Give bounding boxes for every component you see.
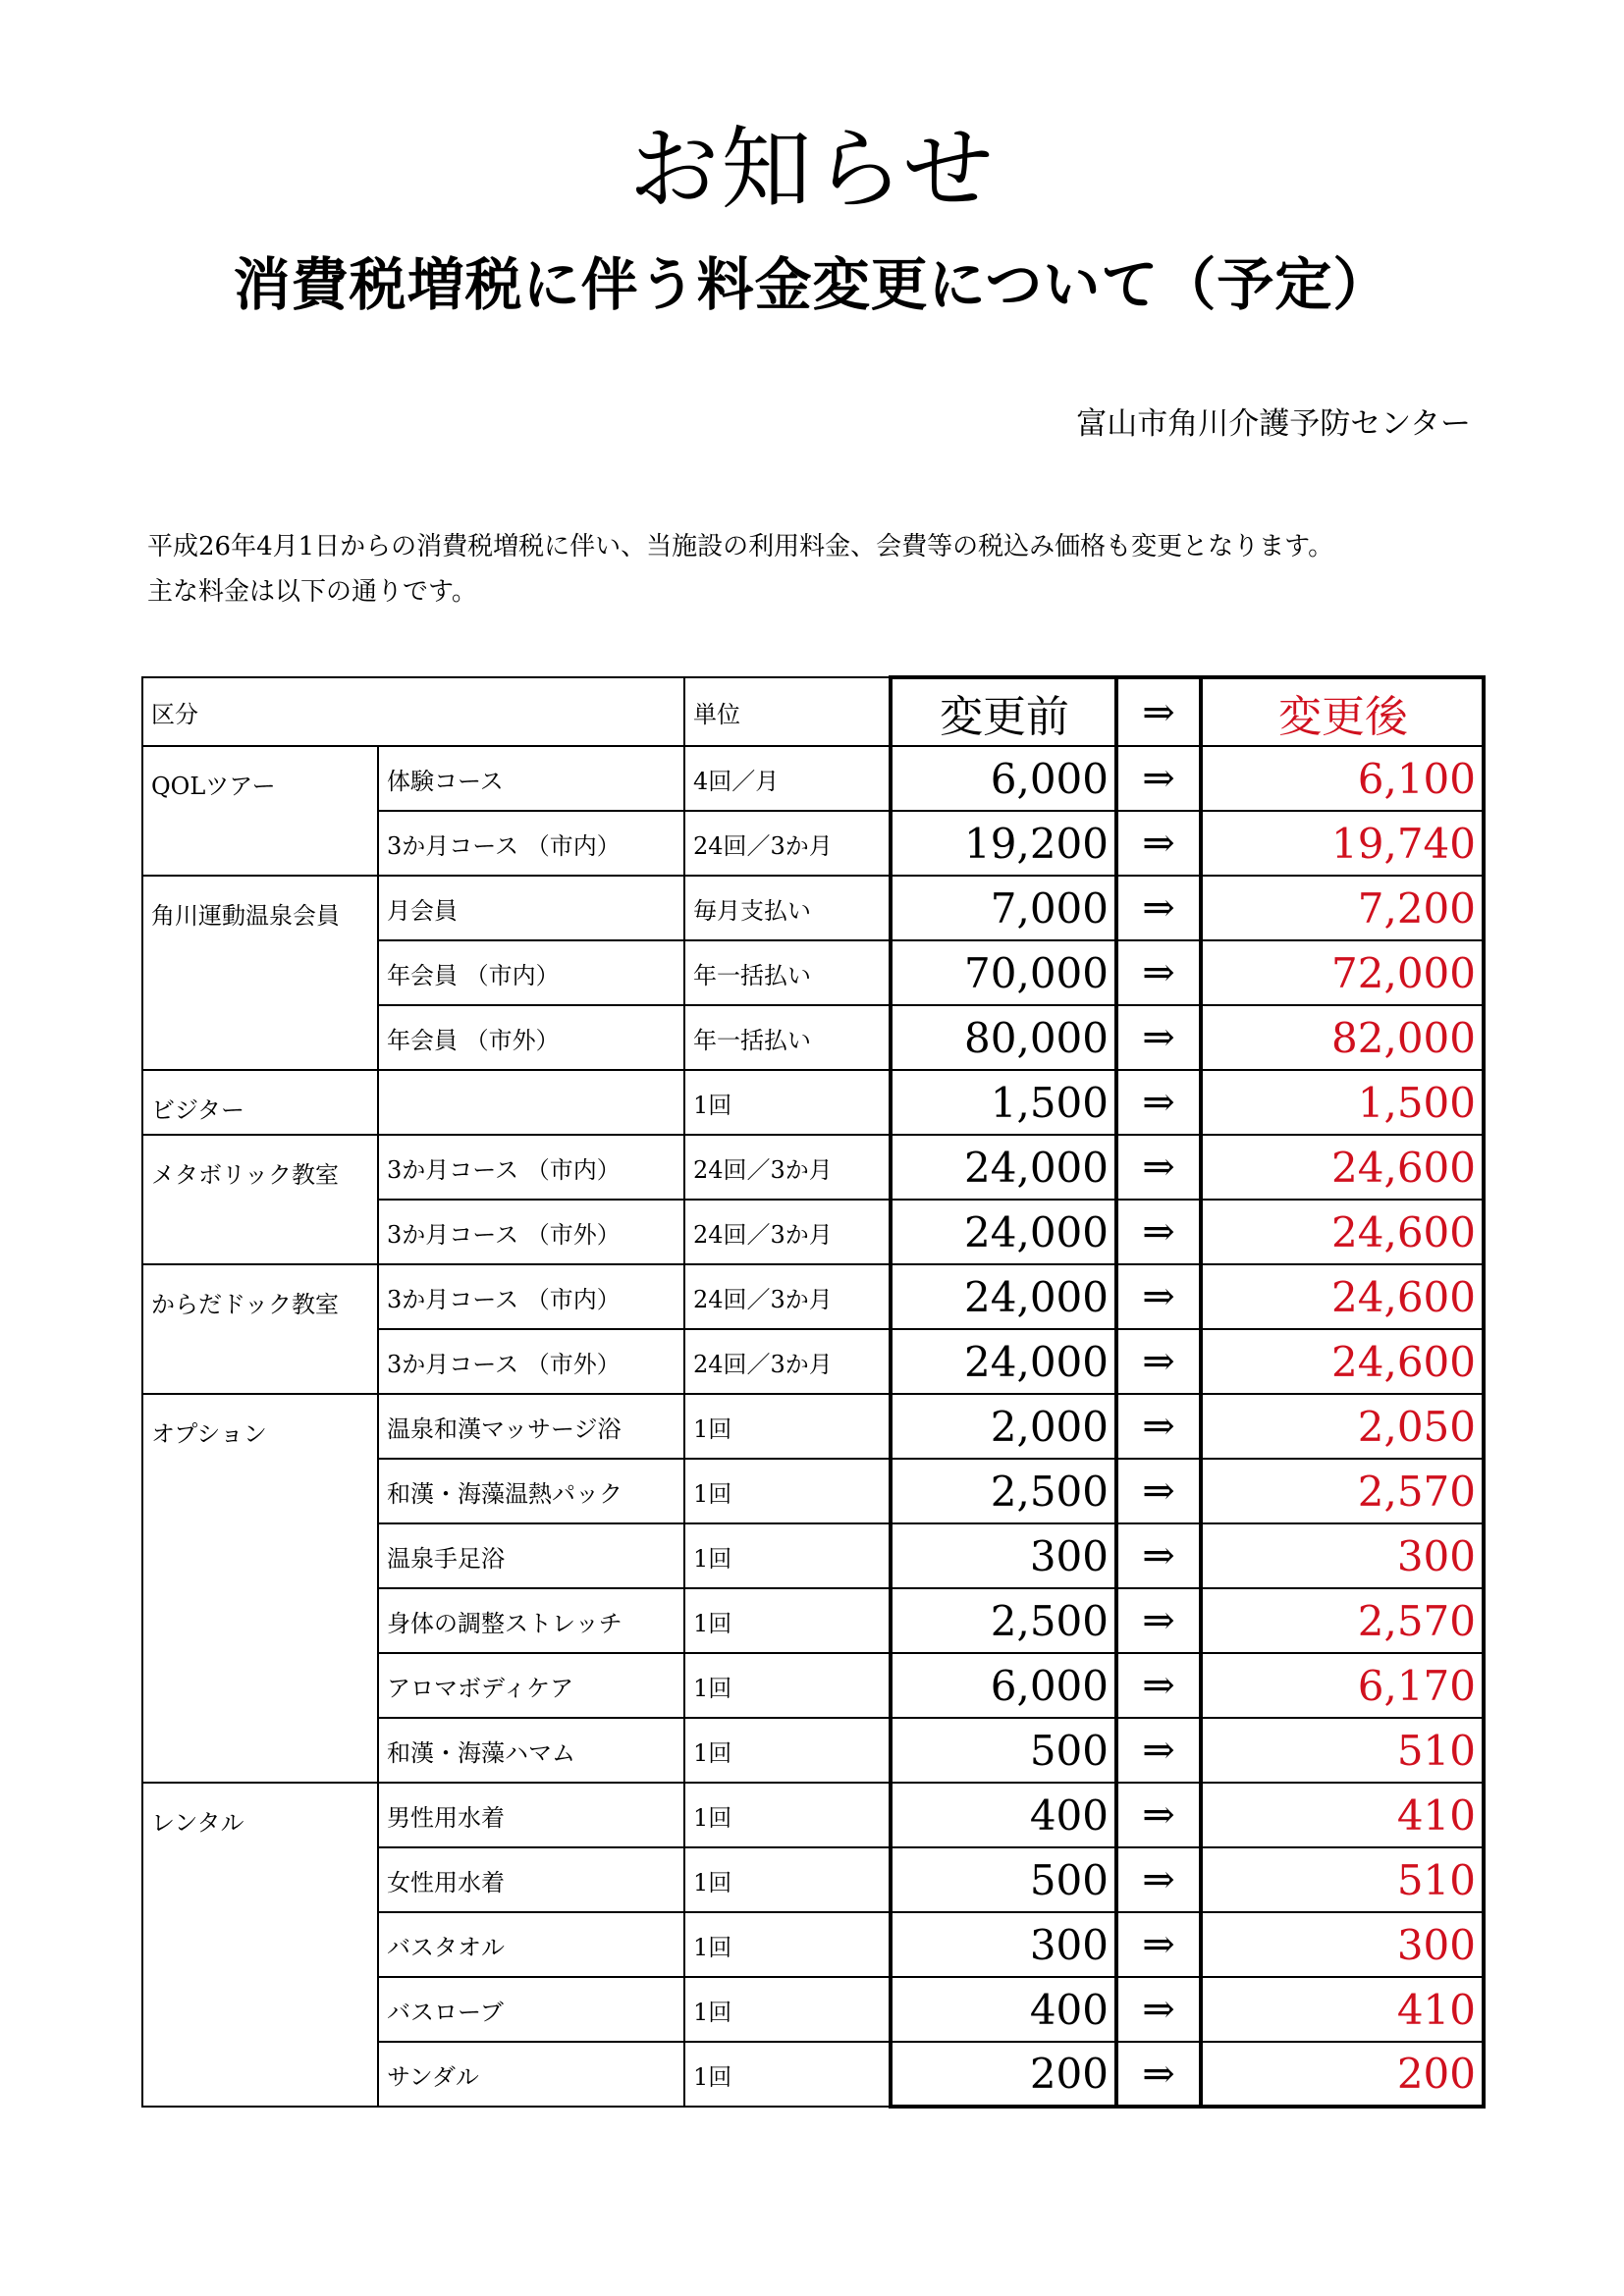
price-before-cell: 400 bbox=[891, 1783, 1116, 1847]
item-cell: アロマボディケア bbox=[378, 1653, 684, 1718]
price-before-cell: 2,500 bbox=[891, 1588, 1116, 1653]
item-cell: 3か月コース （市外） bbox=[378, 1329, 684, 1394]
unit-cell: 1回 bbox=[684, 1523, 891, 1588]
price-before-cell: 300 bbox=[891, 1523, 1116, 1588]
table-row bbox=[142, 1135, 1484, 1200]
page-subtitle: 消費税増税に伴う料金変更について（予定） bbox=[233, 251, 1391, 318]
unit-cell: 24回／3か月 bbox=[684, 1200, 891, 1264]
table-row bbox=[142, 1394, 1484, 1459]
price-after-cell: 82,000 bbox=[1201, 1005, 1484, 1070]
arrow-cell: ⇒ bbox=[1116, 1135, 1201, 1200]
unit-cell: 1回 bbox=[684, 1977, 891, 2042]
arrow-cell: ⇒ bbox=[1116, 876, 1201, 940]
price-after-cell: 200 bbox=[1201, 2042, 1484, 2107]
arrow-cell: ⇒ bbox=[1116, 746, 1201, 811]
category-cell: メタボリック教室 bbox=[142, 1135, 378, 1264]
price-before-cell: 24,000 bbox=[891, 1135, 1116, 1200]
table-row bbox=[142, 1783, 1484, 1847]
table-row bbox=[142, 876, 1484, 940]
arrow-cell: ⇒ bbox=[1116, 1070, 1201, 1135]
unit-cell: 24回／3か月 bbox=[684, 811, 891, 876]
item-cell: 体験コース bbox=[378, 746, 684, 811]
header-category: 区分 bbox=[142, 677, 684, 746]
price-before-cell: 24,000 bbox=[891, 1200, 1116, 1264]
item-cell: 3か月コース （市外） bbox=[378, 1200, 684, 1264]
price-after-cell: 6,100 bbox=[1201, 746, 1484, 811]
price-before-cell: 7,000 bbox=[891, 876, 1116, 940]
category-cell: QOLツアー bbox=[142, 746, 378, 876]
price-after-cell: 410 bbox=[1201, 1783, 1484, 1847]
arrow-cell: ⇒ bbox=[1116, 1588, 1201, 1653]
price-after-cell: 1,500 bbox=[1201, 1070, 1484, 1135]
item-cell: 3か月コース （市内） bbox=[378, 1264, 684, 1329]
price-before-cell: 1,500 bbox=[891, 1070, 1116, 1135]
item-cell: 年会員 （市外） bbox=[378, 1005, 684, 1070]
price-after-cell: 24,600 bbox=[1201, 1200, 1484, 1264]
unit-cell: 年一括払い bbox=[684, 1005, 891, 1070]
item-cell: 3か月コース （市内） bbox=[378, 811, 684, 876]
category-cell: からだドック教室 bbox=[142, 1264, 378, 1394]
table-row bbox=[142, 1070, 1484, 1135]
price-before-cell: 400 bbox=[891, 1977, 1116, 2042]
price-after-cell: 6,170 bbox=[1201, 1653, 1484, 1718]
price-after-cell: 2,570 bbox=[1201, 1588, 1484, 1653]
arrow-cell: ⇒ bbox=[1116, 2042, 1201, 2107]
price-after-cell: 7,200 bbox=[1201, 876, 1484, 940]
arrow-cell: ⇒ bbox=[1116, 1977, 1201, 2042]
unit-cell: 毎月支払い bbox=[684, 876, 891, 940]
price-after-cell: 510 bbox=[1201, 1847, 1484, 1912]
price-after-cell: 72,000 bbox=[1201, 940, 1484, 1005]
price-after-cell: 2,570 bbox=[1201, 1459, 1484, 1523]
unit-cell: 24回／3か月 bbox=[684, 1329, 891, 1394]
category-cell: ビジター bbox=[142, 1070, 378, 1135]
price-after-cell: 300 bbox=[1201, 1523, 1484, 1588]
unit-cell: 年一括払い bbox=[684, 940, 891, 1005]
arrow-cell: ⇒ bbox=[1116, 1005, 1201, 1070]
arrow-cell: ⇒ bbox=[1116, 1912, 1201, 1977]
category-cell: レンタル bbox=[142, 1783, 378, 2107]
price-before-cell: 24,000 bbox=[891, 1264, 1116, 1329]
header-unit: 単位 bbox=[684, 677, 891, 746]
unit-cell: 1回 bbox=[684, 1653, 891, 1718]
price-before-cell: 6,000 bbox=[891, 746, 1116, 811]
price-after-cell: 300 bbox=[1201, 1912, 1484, 1977]
unit-cell: 1回 bbox=[684, 1783, 891, 1847]
price-after-cell: 24,600 bbox=[1201, 1135, 1484, 1200]
organization-name: 富山市角川介護予防センター bbox=[1076, 406, 1471, 442]
fee-table bbox=[141, 675, 1486, 2109]
price-after-cell: 24,600 bbox=[1201, 1329, 1484, 1394]
price-before-cell: 24,000 bbox=[891, 1329, 1116, 1394]
arrow-cell: ⇒ bbox=[1116, 1264, 1201, 1329]
item-cell: バスタオル bbox=[378, 1912, 684, 1977]
price-after-cell: 19,740 bbox=[1201, 811, 1484, 876]
table-row bbox=[142, 746, 1484, 811]
header-before: 変更前 bbox=[891, 677, 1116, 746]
item-cell: バスローブ bbox=[378, 1977, 684, 2042]
price-before-cell: 19,200 bbox=[891, 811, 1116, 876]
arrow-cell: ⇒ bbox=[1116, 1847, 1201, 1912]
arrow-cell: ⇒ bbox=[1116, 1459, 1201, 1523]
price-before-cell: 70,000 bbox=[891, 940, 1116, 1005]
intro-text bbox=[147, 524, 1522, 614]
arrow-cell: ⇒ bbox=[1116, 940, 1201, 1005]
price-before-cell: 2,500 bbox=[891, 1459, 1116, 1523]
item-cell: 和漢・海藻温熱パック bbox=[378, 1459, 684, 1523]
arrow-cell: ⇒ bbox=[1116, 1718, 1201, 1783]
arrow-cell: ⇒ bbox=[1116, 1783, 1201, 1847]
unit-cell: 1回 bbox=[684, 1070, 891, 1135]
unit-cell: 4回／月 bbox=[684, 746, 891, 811]
unit-cell: 1回 bbox=[684, 1588, 891, 1653]
item-cell: サンダル bbox=[378, 2042, 684, 2107]
arrow-cell: ⇒ bbox=[1116, 1394, 1201, 1459]
unit-cell: 24回／3か月 bbox=[684, 1264, 891, 1329]
item-cell: 温泉手足浴 bbox=[378, 1523, 684, 1588]
item-cell: 年会員 （市内） bbox=[378, 940, 684, 1005]
unit-cell: 1回 bbox=[684, 1718, 891, 1783]
header-after: 変更後 bbox=[1201, 677, 1484, 746]
item-cell: 身体の調整ストレッチ bbox=[378, 1588, 684, 1653]
price-before-cell: 200 bbox=[891, 2042, 1116, 2107]
unit-cell: 1回 bbox=[684, 1394, 891, 1459]
unit-cell: 1回 bbox=[684, 1847, 891, 1912]
item-cell bbox=[378, 1070, 684, 1135]
price-before-cell: 6,000 bbox=[891, 1653, 1116, 1718]
item-cell: 3か月コース （市内） bbox=[378, 1135, 684, 1200]
price-after-cell: 24,600 bbox=[1201, 1264, 1484, 1329]
price-before-cell: 500 bbox=[891, 1847, 1116, 1912]
price-after-cell: 2,050 bbox=[1201, 1394, 1484, 1459]
item-cell: 女性用水着 bbox=[378, 1847, 684, 1912]
arrow-cell: ⇒ bbox=[1116, 1523, 1201, 1588]
unit-cell: 1回 bbox=[684, 1912, 891, 1977]
item-cell: 月会員 bbox=[378, 876, 684, 940]
category-cell: オプション bbox=[142, 1394, 378, 1783]
table-row bbox=[142, 1264, 1484, 1329]
intro-line-2: 主な料金は以下の通りです。 bbox=[147, 577, 477, 607]
item-cell: 男性用水着 bbox=[378, 1783, 684, 1847]
price-before-cell: 300 bbox=[891, 1912, 1116, 1977]
arrow-cell: ⇒ bbox=[1116, 1653, 1201, 1718]
unit-cell: 1回 bbox=[684, 2042, 891, 2107]
price-before-cell: 500 bbox=[891, 1718, 1116, 1783]
page-title: お知らせ bbox=[628, 117, 996, 222]
price-after-cell: 510 bbox=[1201, 1718, 1484, 1783]
arrow-cell: ⇒ bbox=[1116, 1200, 1201, 1264]
item-cell: 和漢・海藻ハマム bbox=[378, 1718, 684, 1783]
unit-cell: 24回／3か月 bbox=[684, 1135, 891, 1200]
arrow-cell: ⇒ bbox=[1116, 1329, 1201, 1394]
unit-cell: 1回 bbox=[684, 1459, 891, 1523]
item-cell: 温泉和漢マッサージ浴 bbox=[378, 1394, 684, 1459]
price-after-cell: 410 bbox=[1201, 1977, 1484, 2042]
category-cell: 角川運動温泉会員 bbox=[142, 876, 378, 1070]
price-before-cell: 2,000 bbox=[891, 1394, 1116, 1459]
arrow-cell: ⇒ bbox=[1116, 811, 1201, 876]
table-header-row bbox=[142, 677, 1484, 746]
price-before-cell: 80,000 bbox=[891, 1005, 1116, 1070]
intro-line-1: 平成26年4月1日からの消費税増税に伴い、当施設の利用料金、会費等の税込み価格も変更となります。 bbox=[147, 532, 1334, 561]
header-arrow: ⇒ bbox=[1116, 677, 1201, 746]
